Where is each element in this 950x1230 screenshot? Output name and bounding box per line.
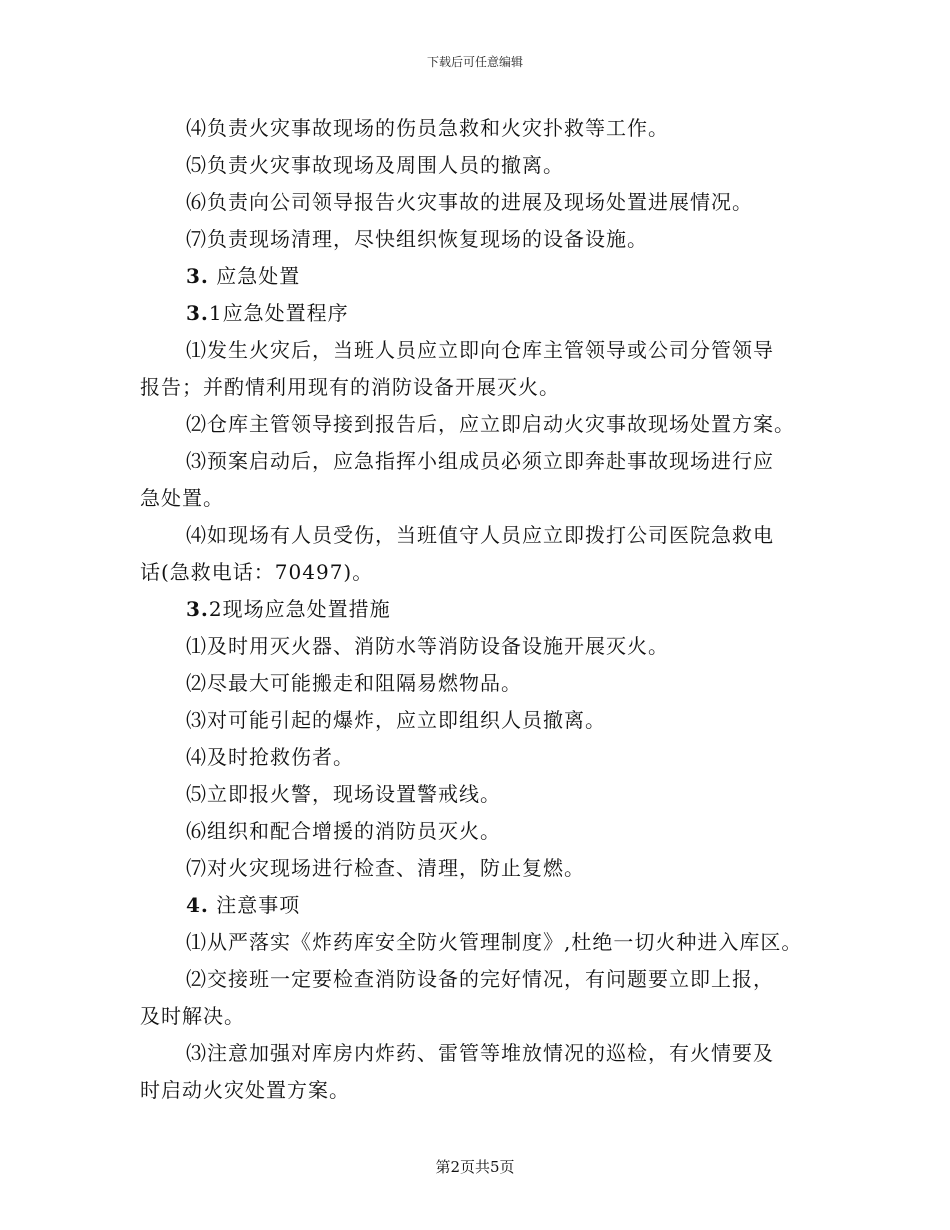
line-text: 应急处置 — [208, 264, 301, 288]
paragraph-line — [140, 369, 820, 406]
paragraph-line — [140, 998, 820, 1035]
section-number: 3. — [186, 301, 209, 325]
line-text: ⑵交接班一定要检查消防设备的完好情况，有问题要立即上报， — [186, 967, 774, 991]
line-text: ⑶注意加强对库房内炸药、雷管等堆放情况的巡检，有火情要及 — [186, 1041, 774, 1065]
line-text: ⑶预案启动后，应急指挥小组成员必须立即奔赴事故现场进行应 — [186, 449, 774, 473]
line-text: ⑴发生火灾后，当班人员应立即向仓库主管领导或公司分管领导 — [186, 338, 774, 362]
paragraph-line — [140, 1072, 820, 1109]
section-number: 4. — [186, 893, 209, 917]
paragraph-line — [140, 702, 820, 739]
paragraph-line — [140, 665, 820, 702]
paragraph-line — [140, 813, 820, 850]
paragraph-line — [140, 147, 820, 184]
section-number: 3. — [186, 597, 209, 621]
line-text: ⑶对可能引起的爆炸，应立即组织人员撤离。 — [186, 708, 606, 732]
section-heading — [140, 591, 820, 628]
paragraph-line — [140, 406, 820, 443]
section-heading — [140, 295, 820, 332]
line-text: ⑹负责向公司领导报告火灾事故的进展及现场处置进展情况。 — [186, 190, 753, 214]
paragraph-line — [140, 332, 820, 369]
line-text: ⑷如现场有人员受伤，当班值守人员应立即拨打公司医院急救电 — [186, 523, 774, 547]
paragraph-line — [140, 221, 820, 258]
line-text: ⑺对火灾现场进行检查、清理，防止复燃。 — [186, 856, 585, 880]
line-text: 报告；并酌情利用现有的消防设备开展灭火。 — [140, 375, 560, 399]
paragraph-line — [140, 628, 820, 665]
paragraph-line — [140, 776, 820, 813]
line-text: ⑵尽最大可能搬走和阻隔易燃物品。 — [186, 671, 522, 695]
line-text: ⑹组织和配合增援的消防员灭火。 — [186, 819, 501, 843]
line-text: 急处置。 — [140, 486, 224, 510]
section-number: 3. — [186, 264, 209, 288]
line-text: 1应急处置程序 — [208, 301, 349, 325]
line-text: ⑺负责现场清理，尽快组织恢复现场的设备设施。 — [186, 227, 648, 251]
paragraph-line — [140, 443, 820, 480]
line-text: ⑴及时用灭火器、消防水等消防设备设施开展灭火。 — [186, 634, 669, 658]
paragraph-line — [140, 1035, 820, 1072]
section-heading — [140, 258, 820, 295]
line-text: 时启动火灾处置方案。 — [140, 1078, 350, 1102]
line-text: ⑸负责火灾事故现场及周围人员的撤离。 — [186, 153, 564, 177]
line-text: ⑵仓库主管领导接到报告后，应立即启动火灾事故现场处置方案。 — [186, 412, 795, 436]
paragraph-line — [140, 850, 820, 887]
paragraph-line — [140, 480, 820, 517]
section-heading — [140, 887, 820, 924]
document-body — [140, 110, 820, 1109]
line-text: ⑷及时抢救伤者。 — [186, 745, 354, 769]
line-text: 注意事项 — [208, 893, 301, 917]
line-text: ⑷负责火灾事故现场的伤员急救和火灾扑救等工作。 — [186, 116, 669, 140]
paragraph-line — [140, 961, 820, 998]
paragraph-line — [140, 110, 820, 147]
paragraph-line — [140, 184, 820, 221]
paragraph-line — [140, 739, 820, 776]
line-text: ⑸立即报火警，现场设置警戒线。 — [186, 782, 501, 806]
paragraph-line — [140, 517, 820, 554]
paragraph-line — [140, 554, 820, 591]
line-text: 2现场应急处置措施 — [208, 597, 391, 621]
page-footer: 第2页共5页 — [435, 1158, 515, 1176]
page-header: 下载后可任意编辑 — [426, 55, 523, 69]
line-text: 及时解决。 — [140, 1004, 245, 1028]
line-text: ⑴从严落实《炸药库安全防火管理制度》,杜绝一切火种进入库区。 — [186, 930, 803, 954]
paragraph-line — [140, 924, 820, 961]
line-text: 话(急救电话：70497)。 — [140, 560, 374, 584]
